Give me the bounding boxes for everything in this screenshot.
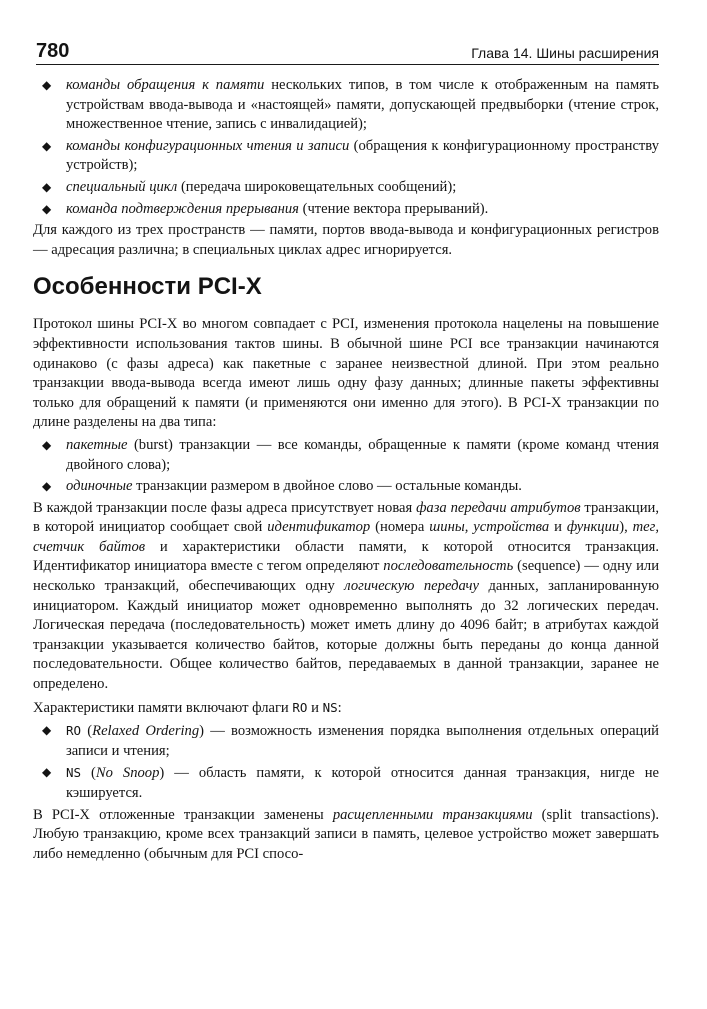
text-run: В PCI-X отложенные транзакции заменены (33, 806, 333, 823)
bullet-icon: ◆ (42, 437, 52, 452)
bullet-icon: ◆ (42, 179, 52, 194)
paragraph-split-transactions (33, 806, 659, 865)
paragraph-address-spaces: Для каждого из трех пространств — памяти, портов ввода-вывода и конфигурационных регистров — адресация различна; в специальных циклах адрес игнорируется. (33, 222, 659, 258)
text-run: и (549, 519, 567, 536)
term: Relaxed Ordering (92, 723, 200, 740)
list-item (33, 137, 659, 176)
text-run: ( (81, 765, 96, 782)
term: пакетные (66, 436, 128, 453)
text-run: (split transactions). Любую транзакцию, кроме всех транзакций записи в память, целевое устройство может завершать либо немедленно (обычным для PCI спосо- (33, 806, 660, 862)
text-run: ), (619, 519, 633, 536)
section-heading: Особенности PCI-X (33, 273, 262, 301)
bullet-icon: ◆ (42, 479, 52, 494)
item-text: (burst) транзакции — все команды, обращенные к памяти (кроме команд чтения двойного слова); (66, 436, 659, 473)
term: шины, устройства (429, 519, 550, 536)
bullet-icon: ◆ (42, 78, 52, 92)
flag-code: NS (322, 699, 338, 715)
list-item (33, 200, 659, 220)
item-text: ) — область памяти, к которой относится данная транзакция, нигде не кэшируется. (66, 765, 659, 801)
term: No Snoop (95, 765, 160, 782)
list-item (33, 76, 659, 135)
term: команды обращения к памяти (66, 77, 265, 93)
paragraph-attribute-phase (33, 499, 659, 695)
text-run: : (337, 699, 342, 716)
list-item (33, 763, 659, 803)
item-text: (обращения к конфигурационному пространству устройств); (66, 137, 659, 174)
term: функции (566, 519, 620, 536)
flag-code: RO (292, 699, 308, 715)
transaction-types-list (33, 436, 659, 497)
text-run: и характеристики области памяти, к которой относится транзакция. Идентификатор инициатора вместе с тегом определяют (33, 538, 659, 575)
term: тег, счетчик байтов (33, 519, 659, 555)
list-item (33, 721, 659, 761)
term: команда подтверждения прерывания (66, 200, 299, 217)
memory-flags-list (33, 721, 659, 803)
item-text: транзакции размером в двойное слово — остальные команды. (132, 478, 522, 495)
term: специальный цикл (66, 178, 178, 195)
term: фаза передачи атрибутов (416, 499, 581, 516)
flag-code: NS (66, 765, 82, 781)
command-types-list (33, 76, 659, 219)
term: логическую передачу (344, 578, 479, 595)
item-text: (чтение вектора прерываний). (298, 200, 489, 217)
text-run: (sequence) — одну или несколько транзакций, обеспечивающих одну (33, 558, 659, 595)
term: идентификатор (267, 519, 371, 536)
term: последовательность (383, 558, 514, 575)
item-text: (передача широковещательных сообщений); (177, 178, 457, 195)
text-run: транзакции, в которой инициатор сообщает свой (33, 499, 659, 536)
bullet-icon: ◆ (42, 138, 52, 153)
paragraph-pcix-intro: Протокол шины PCI-X во многом совпадает с PCI, изменения протокола нацелены на повышение эффективности использования тактов шины. В обычной шине PCI все транзакции начинаются одинаково (с фазы адреса) как пакетные с заранее неизвестной длиной. При этом реально транзакции ввода-вывода всегда имеют лишь одну фазу данных; длинные пакеты эффективны только для обращений к памяти (и применяются они именно для этого). В PCI-X транзакции по длине разделены на два типа: (33, 316, 659, 431)
page-number: 780 (36, 40, 70, 62)
term: расщепленными транзакциями (332, 806, 533, 823)
term: одиночные (66, 478, 133, 495)
running-header (36, 40, 659, 65)
text-run: данных, запланированную инициатором. Каждый инициатор может одновременно выполнять до 32 логических передач. Логическая передача (последовательность) может иметь длину до 4096 байт; в атрибутах каждой транзакции указывается количество байтов, которые должны быть переданы до конца данной последовательности. Общее количество байтов, передаваемых в данной транзакции, заранее не определено. (33, 578, 660, 693)
text-run: (номера (370, 519, 430, 536)
bullet-icon: ◆ (42, 201, 52, 216)
list-item (33, 436, 659, 475)
text-run: ( (81, 723, 93, 740)
list-item (33, 477, 659, 497)
bullet-icon: ◆ (42, 723, 52, 738)
text-run: Характеристики памяти включают флаги (33, 699, 293, 716)
term: команды конфигурационных чтения и записи (66, 137, 350, 154)
flag-code: RO (66, 723, 82, 739)
list-item (33, 178, 659, 198)
paragraph-memory-flags (33, 698, 659, 719)
item-text: ) — возможность изменения порядка выполнения отдельных операций записи и чтения; (66, 723, 659, 759)
item-text: нескольких типов, в том числе к отображенным на память устройствам ввода-вывода и «настоящей» памяти, допускающей предвыборки (чтение строк, множественное чтение, запись с инвалидацией); (66, 77, 659, 133)
text-run: и (307, 699, 323, 716)
chapter-running-title: Глава 14. Шины расширения (471, 45, 659, 61)
text-run: В каждой транзакции после фазы адреса присутствует новая (33, 499, 417, 516)
bullet-icon: ◆ (42, 765, 52, 780)
